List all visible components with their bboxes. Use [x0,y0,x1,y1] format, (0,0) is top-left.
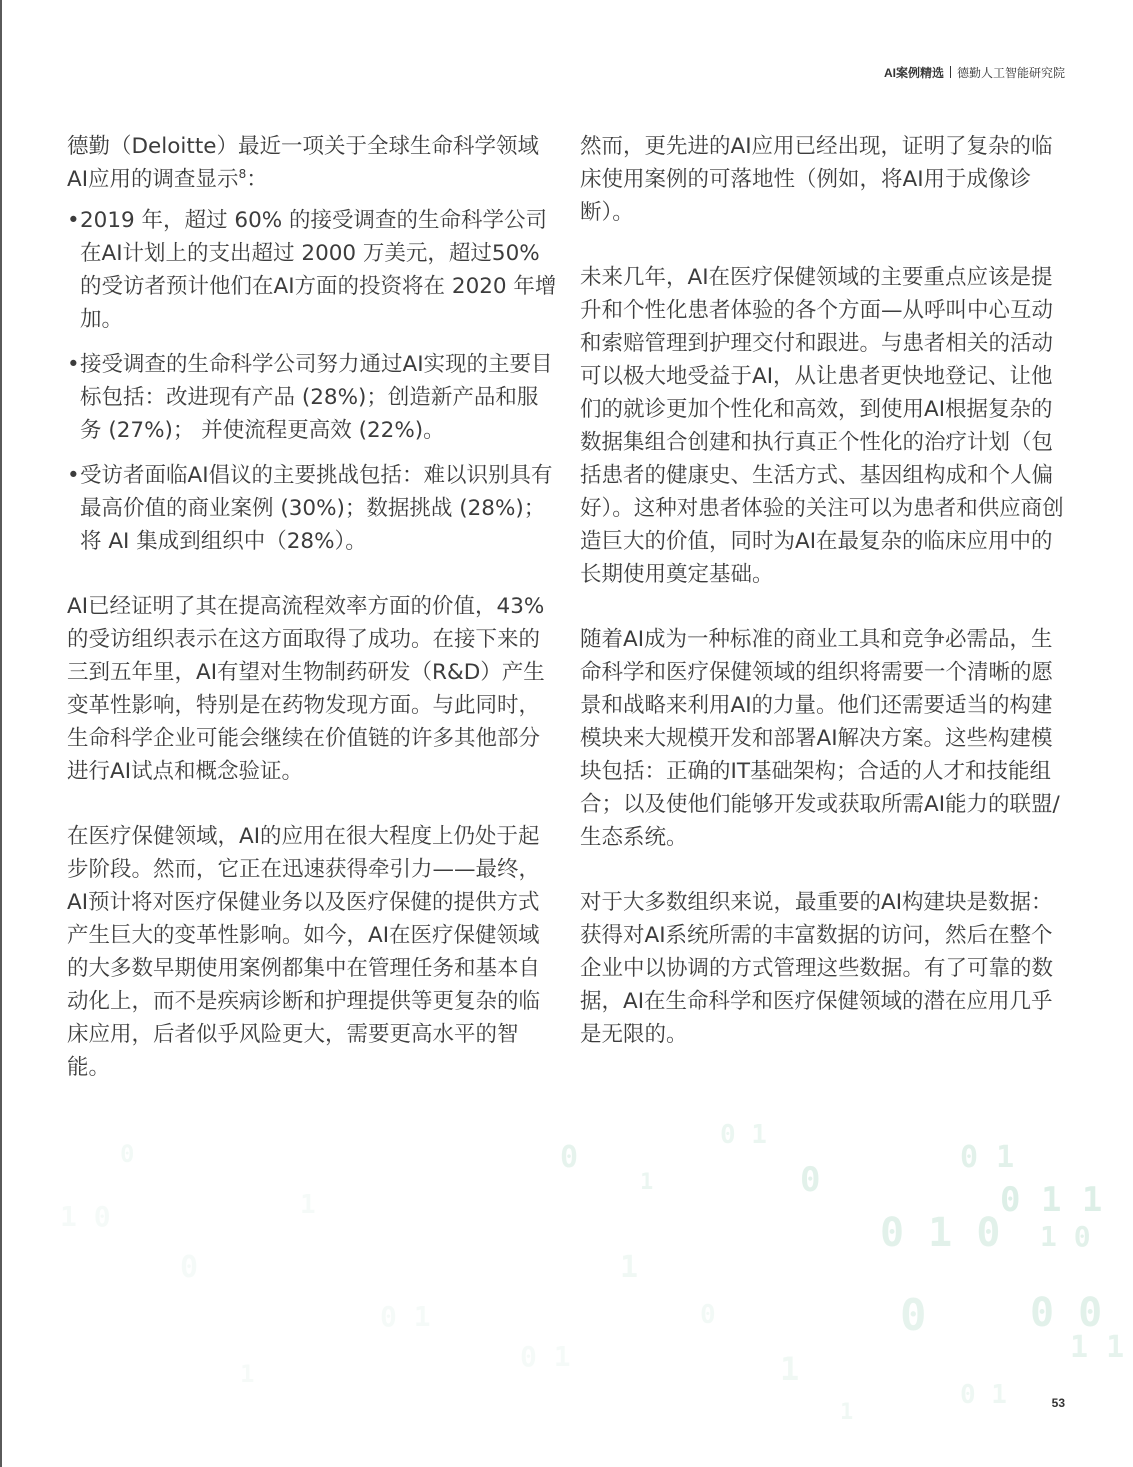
list-item-text: 受访者面临AI倡议的主要挑战包括：难以识别具有最高价值的商业案例 (30%)；数据挑战 (28%)； 将 AI 集成到组织中（28%）。 [80,463,553,554]
list-item [67,204,557,336]
survey-findings-list [67,204,557,558]
body-paragraph: 未来几年，AI在医疗保健领域的主要重点应该是提升和个性化患者体验的各个方面—从呼叫中心互动和索赔管理到护理交付和跟进。与患者相关的活动可以极大地受益于AI，从让患者更快地登记、让他们的就诊更加个性化和高效，到使用AI根据复杂的数据集组合创建和执行真正个性化的治疗计划（包括患者的健康史、生活方式、基因组构成和个人偏好）。这种对患者体验的关注可以为患者和供应商创造巨大的价值，同时为AI在最复杂的临床应用中的长期使用奠定基础。 [580,265,1064,587]
bullet-icon: • [67,463,80,488]
bullet-icon: • [67,352,80,377]
list-item [67,348,557,447]
running-header [884,64,1065,81]
body-paragraph: 然而，更先进的AI应用已经出现，证明了复杂的临床使用案例的可落地性（例如，将AI用于成像诊断）。 [580,134,1053,225]
header-separator [950,66,951,78]
page-left-border [0,0,2,1467]
header-section: AI案例精选 [883,66,944,80]
body-paragraph: 随着AI成为一种标准的商业工具和竞争必需品，生命科学和医疗保健领域的组织将需要一个清晰的愿景和战略来利用AI的力量。他们还需要适当的构建模块来大规模开发和部署AI解决方案。这些构建模块包括：正确的IT基础架构；合适的人才和技能组合；以及使他们能够开发或获取所需AI能力的联盟/生态系统。 [580,627,1060,850]
footnote-ref: 8 [238,166,247,181]
header-org: 德勤人工智能研究院 [956,66,1065,80]
left-column [67,130,557,1116]
body-paragraph: 对于大多数组织来说，最重要的AI构建块是数据：获得对AI系统所需的丰富数据的访问，然后在整个企业中以协调的方式管理这些数据。有了可靠的数据，AI在生命科学和医疗保健领域的潜在应用几乎是无限的。 [580,890,1054,1047]
bullet-icon: • [67,208,80,233]
body-paragraph: 在医疗保健领域，AI的应用在很大程度上仍处于起步阶段。然而，它正在迅速获得牵引力——最终，AI预计将对医疗保健业务以及医疗保健的提供方式产生巨大的变革性影响。如今，AI在医疗保健领域的大多数早期使用案例都集中在管理任务和基本自动化上，而不是疾病诊断和护理提供等更复杂的临床应用，后者似乎风险更大，需要更高水平的智能。 [67,824,541,1080]
list-item-text: 2019 年，超过 60% 的接受调查的生命科学公司在AI计划上的支出超过 2000 万美元，超过50% 的受访者预计他们在AI方面的投资将在 2020 年增加。 [80,208,557,332]
list-item-text: 接受调查的生命科学公司努力通过AI实现的主要目标包括：改进现有产品 (28%)；创造新产品和服务 (27%)； 并使流程更高效 (22%)。 [80,352,553,443]
intro-paragraph [67,130,557,196]
intro-text: 德勤（Deloitte）最近一项关于全球生命科学领域AI应用的调查显示 [67,134,539,192]
page-number: 53 [1051,1396,1065,1410]
intro-end: ： [246,167,268,192]
right-column [580,130,1070,1083]
list-item [67,459,557,558]
binary-digits-background: 0 1 0 1 0 0 1 0 0 1 0 1 1 1 0 0 0 0 1 1 1 0 1 0 1 0 1 0 0 1 0 1 1 0 1 1 [60,1120,1125,1425]
body-paragraph: AI已经证明了其在提高流程效率方面的价值，43%的受访组织表示在这方面取得了成功。在接下来的三到五年里，AI有望对生物制药研发（R&D）产生变革性影响，特别是在药物发现方面。与此同时，生命科学企业可能会继续在价值链的许多其他部分进行AI试点和概念验证。 [67,594,545,784]
